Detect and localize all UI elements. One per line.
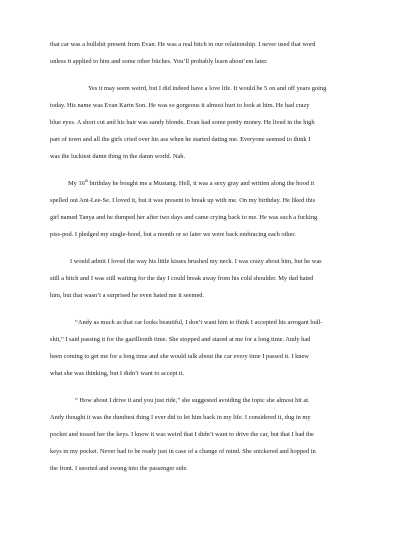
text-line: been coming to get me for a long time and she would talk about the car every time I passed it. I knew (50, 353, 309, 360)
document-body (50, 36, 372, 477)
paragraph (50, 36, 372, 70)
text-line: “Andy as much as that car looks beautiful, I don’t want him to think I accepted his arrogant bull- (75, 319, 323, 326)
text-fragment: birthday he bought me a Mustang. Hell, it was a sexy gray and written along the hood it (88, 180, 315, 187)
text-line: was the luckiest damn thing in the damn world. Nah. (50, 153, 186, 160)
text-line: “ How about I drive it and you just ride,” she suggested avoiding the topic she almost hit at. (75, 397, 310, 404)
paragraph (50, 253, 372, 304)
paragraph (50, 314, 372, 382)
text-line: part of town and all the girls cried over his ass when he started dating me. Everyone seemed to think I (50, 136, 311, 143)
paragraph (50, 80, 372, 165)
text-line: what she was thinking, but I didn’t want to accept it. (50, 370, 185, 377)
text-line: him, but that wasn’t a surprised he even hated me it seemed. (50, 292, 205, 299)
superscript: th (84, 177, 88, 183)
text-line: I would admit I loved the way his little kisses brushed my neck. I was crazy about him, but he was (70, 258, 322, 265)
text-line: pocket and tossed her the keys. I know it was weird that I didn’t want to drive the car, but that I had the (50, 431, 314, 438)
text-line: Andy thought it was the dumbest thing I ever did to let him back in my life. I considered it, dug in my (50, 414, 311, 421)
text-fragment: My 16 (68, 180, 85, 187)
text-line: shit,” I said passing it for the gazillionth time. She stopped and stared at me for a long time. Andy had (50, 336, 311, 343)
text-line: keys in my pocket. Never had to be ready just in case of a change of mind. She snickered and hopped in (50, 448, 316, 455)
text-line (50, 175, 372, 192)
text-line: unless it applied to him and some other bitches. You’ll probably learn about’em later. (50, 58, 268, 65)
text-line: today. His name was Evan Karin Son. He was so gorgeous it almost hurt to look at him. He had crazy (50, 102, 310, 109)
text-line: blue eyes. A short cut and his hair was sandy blonde. Evan had some pretty money. He lived in the high (50, 119, 315, 126)
text-line: spelled out Ani-Lee-Se. I loved it, but it was present to break up with me. On my birthday. He liked this (50, 197, 316, 204)
text-line: the front. I snorted and swung into the passenger side. (50, 465, 188, 472)
paragraph (50, 392, 372, 477)
text-line: still a bitch and I was still waiting for the day I could break away from his cold shoulder. My dad hated (50, 275, 314, 282)
paragraph (50, 175, 372, 243)
text-line: piss-pod. I pledged my single-hood, but a month or so later we were back embracing each other. (50, 231, 296, 238)
text-line: girl named Tanya and he dumped her after two days and came crying back to me. He was such a fucking (50, 214, 318, 221)
text-line: Yes it may seem weird, but I did indeed have a love life. It would be 5 on and off years going (88, 85, 327, 92)
text-line: that car was a bullshit present from Evan. He was a real bitch in our relationship. I never used that word (50, 41, 316, 48)
